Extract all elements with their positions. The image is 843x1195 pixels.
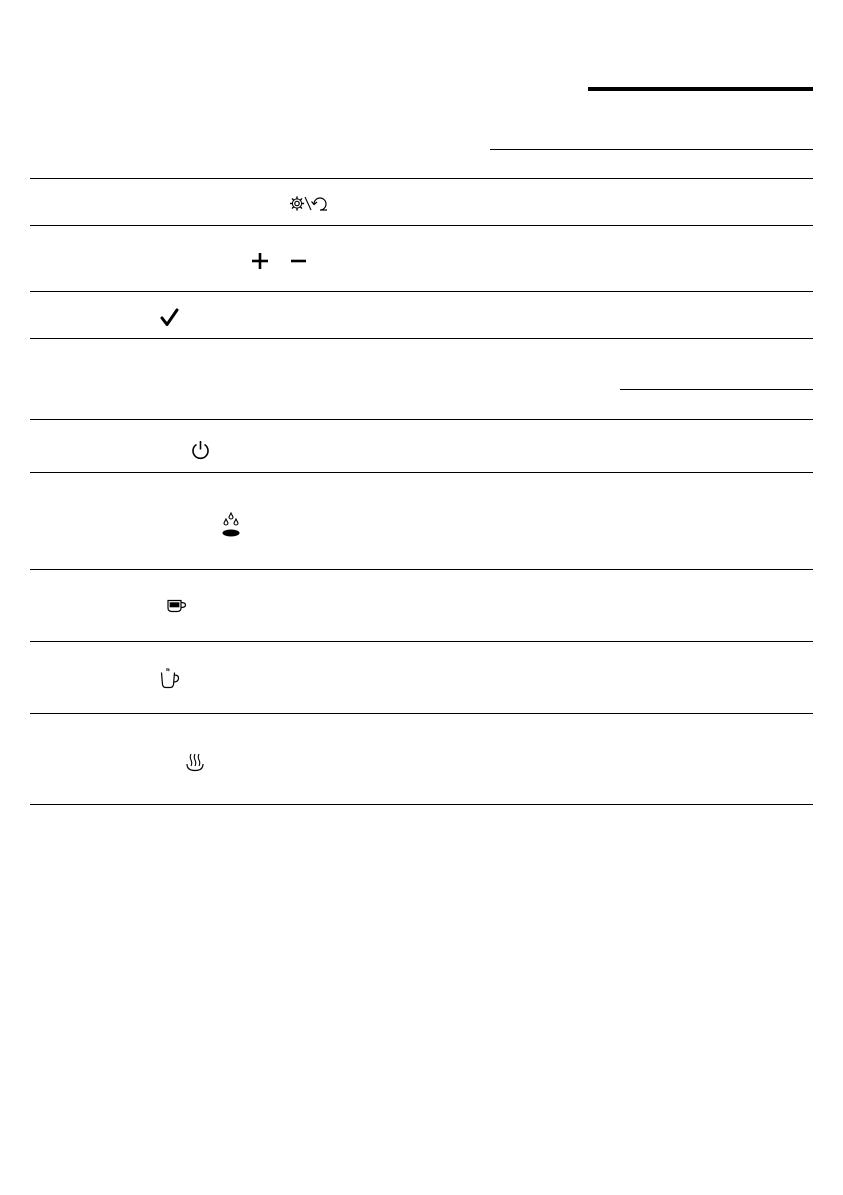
plus-icon: [251, 252, 269, 270]
table-row-milk: [30, 642, 813, 714]
table-row-settings: [30, 179, 813, 226]
table-row-descaling: [30, 473, 813, 570]
inner-divider: [620, 389, 813, 390]
descaling-icon: [221, 512, 241, 538]
minus-icon: [290, 252, 307, 270]
table-row-espresso: [30, 570, 813, 642]
power-icon: [191, 440, 210, 460]
milk-cup-icon: [160, 667, 180, 689]
settings-back-icon: [290, 195, 328, 212]
header-bar: [588, 87, 813, 91]
section-rule: [490, 149, 813, 150]
table-row-blank: [30, 339, 813, 420]
espresso-cup-icon: [167, 599, 187, 613]
steam-icon: [186, 752, 204, 772]
checkmark-icon: [160, 308, 179, 327]
table-row-steam: [30, 714, 813, 805]
symbol-table: [30, 178, 813, 805]
table-row-plus-minus: [30, 226, 813, 292]
table-row-confirm: [30, 292, 813, 339]
table-row-power: [30, 420, 813, 473]
